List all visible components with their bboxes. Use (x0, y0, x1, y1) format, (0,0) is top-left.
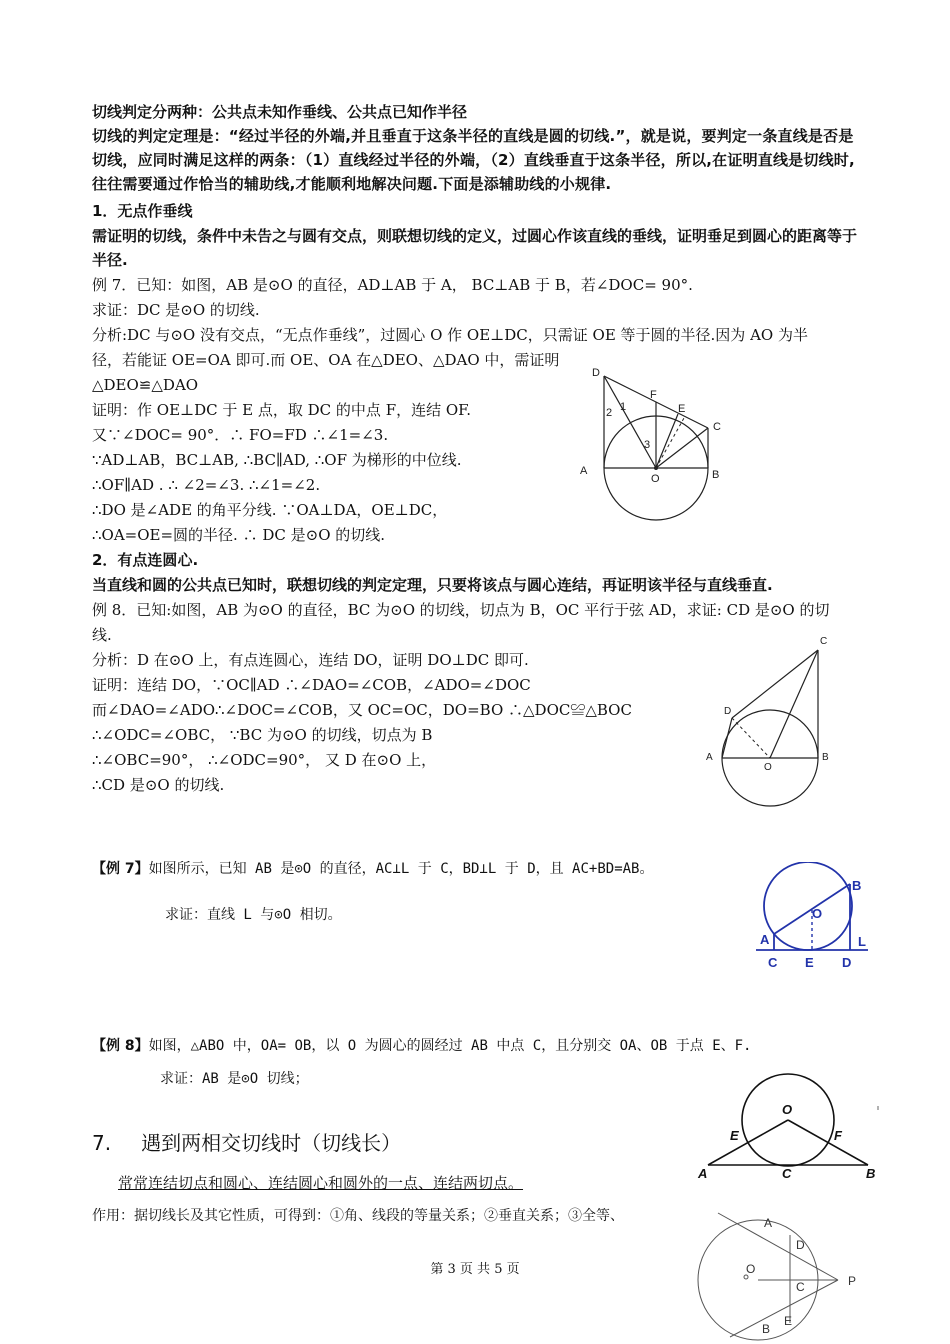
example8a-proof-line: ∴∠OBC=90°， ∴∠ODC=90°， 又 D 在⊙O 上， (92, 751, 437, 769)
fig1-label-a: A (580, 465, 588, 477)
fig1-label-b: B (712, 469, 720, 481)
fig4-label-o: O (782, 1102, 793, 1117)
figure-triangle-abo (694, 1068, 884, 1180)
fig3-circle (764, 862, 852, 950)
fig5-label-a: A (764, 1216, 773, 1230)
fig4-label-f: F (834, 1128, 842, 1143)
fig4-segment-bo (788, 1120, 868, 1165)
example8b-prove: 求证：AB 是⊙O 切线； (160, 1071, 309, 1087)
example8a-given-2: 线. (92, 626, 112, 644)
fig1-label-e: E (678, 403, 686, 415)
fig5-label-b: B (762, 1322, 771, 1336)
example7a-proof-line: ∴OA=OE=圆的半径. ∴ DC 是⊙O 的切线. (92, 526, 386, 544)
example7b-statement (92, 858, 654, 880)
section7-heading (92, 1128, 401, 1158)
figure-tangent-bc (698, 630, 848, 810)
theorem-paragraph: 切线的判定定理是：“经过半径的外端,并且垂直于这条半径的直线是圆的切线.”，就是说，要判定一条直线是否是切线，应同时满足这样的两条：（1）直线经过半径的外端，（2）直线垂直于这条半径，所以,在证明直线是切线时,往往需要通过作恰当的辅助线,才能顺利地解决问题.下面是添辅助线的小规律. (92, 127, 855, 193)
fig1-label-2: 2 (606, 407, 613, 419)
example8b-statement (92, 1035, 752, 1057)
fig2-label-c: C (820, 636, 828, 647)
example8a-proof-line: ∴∠ODC=∠OBC， ∵BC 为⊙O 的切线，切点为 B (92, 726, 433, 744)
section7-number: 7. (92, 1131, 112, 1155)
fig2-label-o: O (764, 762, 772, 773)
fig2-segment-oc (770, 650, 818, 758)
fig3-label-o: O (812, 906, 823, 921)
fig2-segment-dc (732, 650, 818, 718)
example8a-analysis: 分析：D 在⊙O 上，有点连圆心，连结 DO，证明 DO⊥DC 即可. (92, 651, 529, 669)
fig5-label-e: E (784, 1314, 793, 1328)
fig4-label-b: B (866, 1166, 876, 1180)
fig3-label-d: D (842, 955, 852, 970)
example7a-prove: 求证：DC 是⊙O 的切线. (92, 301, 260, 319)
example8a-given-1: 例 8．已知:如图，AB 为⊙O 的直径，BC 为⊙O 的切线，切点为 B，OC 平行于弦 AD，求证: CD 是⊙O 的切 (92, 601, 830, 619)
example7a-proof-line: 证明：作 OE⊥DC 于 E 点，取 DC 的中点 F，连结 OF. (92, 401, 472, 419)
fig5-label-o: O (746, 1262, 756, 1276)
section7-title: 遇到两相交切线时（切线长） (141, 1131, 402, 1155)
fig1-label-f: F (650, 389, 657, 401)
example7a-proof-line: ∵AD⊥AB，BC⊥AB, ∴BC∥AD, ∴OF 为梯形的中位线. (92, 451, 462, 469)
fig3-label-l: L (858, 934, 866, 949)
example7b-prove: 求证：直线 L 与⊙O 相切。 (165, 907, 342, 923)
fig2-dashed-do (732, 718, 770, 758)
fig4-segment-ao (708, 1120, 788, 1165)
rule1-heading: 1．无点作垂线 (92, 202, 193, 220)
example8a-proof-line: 而∠DAO=∠ADO∴∠DOC=∠COB，又 OC=OC，DO=BO ∴△DOC≌△BOC (92, 701, 632, 719)
fig1-label-3: 3 (644, 439, 651, 451)
fig3-label-c: C (768, 955, 778, 970)
figure-two-tangents (690, 1205, 870, 1344)
fig2-segment-ad (722, 718, 732, 758)
fig4-label-c: C (782, 1166, 792, 1180)
section7-use: 作用：据切线长及其它性质，可得到：①角、线段的等量关系；②垂直关系；③全等、 (92, 1208, 624, 1224)
example8a-proof-line: 证明：连结 DO，∵OC∥AD ∴∠DAO=∠COB，∠ADO=∠DOC (92, 676, 531, 694)
fig1-center-dot (654, 466, 658, 470)
figure-line-l-tangent (750, 862, 880, 972)
example7a-proof-line: ∴OF∥AD . ∴ ∠2=∠3. ∴∠1=∠2. (92, 476, 321, 494)
rule2-desc: 当直线和圆的公共点已知时，联想切线的判定定理，只要将该点与圆心连结，再证明该半径与直线垂直. (92, 576, 773, 594)
fig5-label-d: D (796, 1238, 805, 1252)
example8b-tag: 【例 8】 (92, 1038, 149, 1054)
example7a-proof-line: ∴DO 是∠ADE 的角平分线. ∵OA⊥DA，OE⊥DC， (92, 501, 448, 519)
rule1-desc: 需证明的切线，条件中未告之与圆有交点，则联想切线的定义，过圆心作该直线的垂线，证明垂足到圆心的距离等于半径. (92, 227, 858, 269)
figure-tangent-trapezoid (572, 358, 742, 528)
fig1-label-o: O (651, 473, 660, 485)
example7a-analysis-1: 分析:DC 与⊙O 没有交点，“无点作垂线”，过圆心 O 作 OE⊥DC，只需证 OE 等于圆的半径.因为 AO 为半 (92, 326, 808, 344)
page-footer: 第 3 页 共 5 页 (430, 1262, 520, 1277)
fig3-label-a: A (760, 932, 770, 947)
fig3-label-b: B (852, 878, 862, 893)
fig1-segment-od (604, 376, 656, 468)
example7a-analysis-2: 径，若能证 OE=OA 即可.而 OE、OA 在△DEO、△DAO 中，需证明 (92, 351, 560, 369)
fig2-label-d: D (724, 706, 732, 717)
fig1-label-1: 1 (620, 401, 627, 413)
section-title: 切线判定分两种：公共点未知作垂线、公共点已知作半径 (92, 103, 468, 121)
example8b-text: 如图，△ABO 中，OA= OB，以 O 为圆心的圆经过 AB 中点 C，且分别交 OA、OB 于点 E、F. (148, 1038, 752, 1054)
fig3-label-e: E (805, 955, 814, 970)
example7a-analysis-3: △DEO≌△DAO (92, 376, 199, 394)
example7a-given: 例 7．已知：如图，AB 是⊙O 的直径，AD⊥AB 于 A， BC⊥AB 于 B，若∠DOC= 90°. (92, 276, 693, 294)
example7a-proof-line: 又∵∠DOC= 90°．∴ FO=FD ∴∠1=∠3. (92, 426, 389, 444)
rule2-heading: 2．有点连圆心. (92, 551, 199, 569)
fig2-label-a: A (706, 752, 713, 763)
fig5-label-c: C (796, 1280, 805, 1294)
fig2-label-b: B (822, 752, 829, 763)
fig4-label-a: A (698, 1166, 708, 1180)
example8a-proof-line: ∴CD 是⊙O 的切线. (92, 776, 225, 794)
fig5-label-p: P (848, 1274, 857, 1288)
example7b-tag: 【例 7】 (92, 861, 149, 877)
fig5-tangent-pb (730, 1280, 838, 1337)
fig1-label-d: D (592, 367, 600, 379)
fig4-label-e: E (730, 1128, 739, 1143)
section7-tip: 常常连结切点和圆心、连结圆心和圆外的一点、连结两切点。 (118, 1174, 524, 1192)
fig1-label-c: C (713, 421, 721, 433)
fig1-dashed-line (656, 418, 684, 468)
example7b-text: 如图所示，已知 AB 是⊙O 的直径，AC⊥L 于 C，BD⊥L 于 D，且 AC+BD=AB。 (148, 861, 654, 877)
